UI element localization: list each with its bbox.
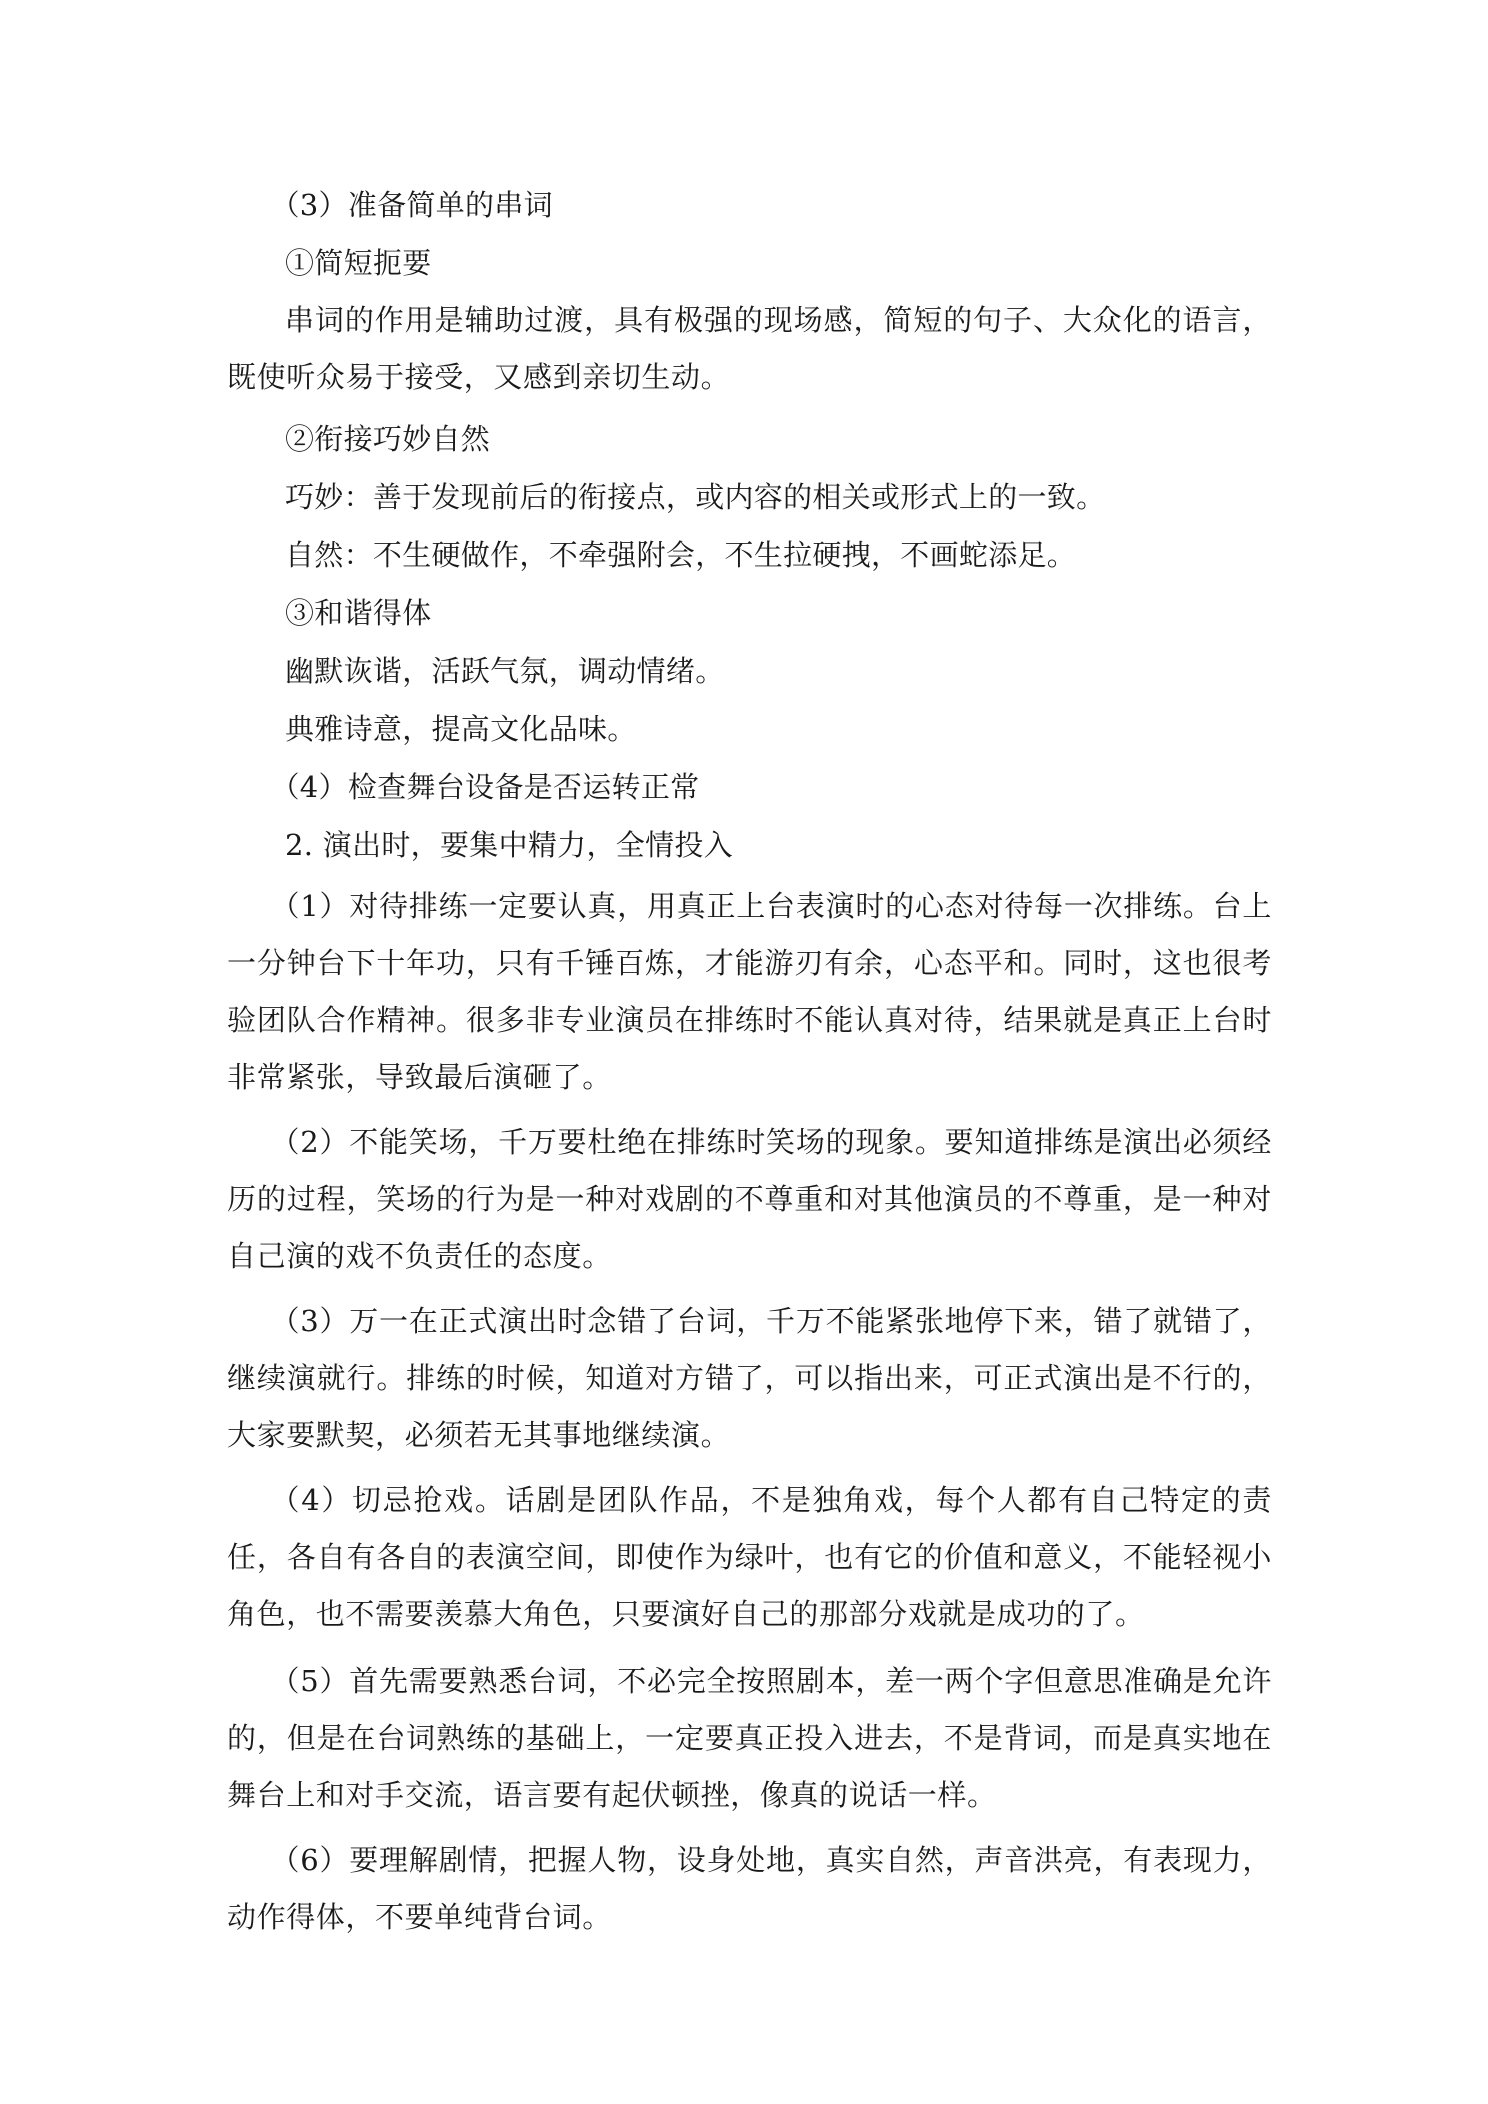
point-harmonious: ③和谐得体	[285, 596, 432, 630]
paragraph-no-laughing: （2）不能笑场，千万要杜绝在排练时笑场的现象。要知道排练是演出必须经历的过程，笑场的行为是一种对戏剧的不尊重和对其他演员的不尊重，是一种对自己演的戏不负责任的态度。	[227, 1125, 1272, 1273]
paragraph-natural: 自然：不生硬做作，不牵强附会，不生拉硬拽，不画蛇添足。	[285, 538, 1077, 572]
paragraph-linking-words-role: 串词的作用是辅助过渡，具有极强的现场感，简短的句子、大众化的语言，既使听众易于接受，又感到亲切生动。	[227, 303, 1272, 394]
point-concise: ①简短扼要	[285, 246, 432, 280]
document-page	[227, 176, 1272, 1946]
paragraph-clever: 巧妙：善于发现前后的衔接点，或内容的相关或形式上的一致。	[285, 480, 1106, 514]
paragraph-elegant: 典雅诗意，提高文化品味。	[285, 712, 637, 746]
point-smooth-transition: ②衔接巧妙自然	[285, 422, 491, 456]
paragraph-rehearse-seriously: （1）对待排练一定要认真，用真正上台表演时的心态对待每一次排练。台上一分钟台下十年功，只有千锤百炼，才能游刃有余，心态平和。同时，这也很考验团队合作精神。很多非专业演员在排练时不能认真对待，结果就是真正上台时非常紧张，导致最后演砸了。	[227, 889, 1272, 1094]
subheading-check-stage-equipment: （4）检查舞台设备是否运转正常	[270, 770, 700, 804]
paragraph-no-scene-stealing: （4）切忌抢戏。话剧是团队作品，不是独角戏，每个人都有自己特定的责任，各自有各自的表演空间，即使作为绿叶，也有它的价值和意义，不能轻视小角色，也不需要羡慕大角色，只要演好自己的那部分戏就是成功的了。	[227, 1483, 1272, 1631]
paragraph-know-lines: （5）首先需要熟悉台词，不必完全按照剧本，差一两个字但意思准确是允许的，但是在台词熟练的基础上，一定要真正投入进去，不是背词，而是真实地在舞台上和对手交流，语言要有起伏顿挫，像真的说话一样。	[227, 1664, 1272, 1812]
paragraph-understand-plot: （6）要理解剧情，把握人物，设身处地，真实自然，声音洪亮，有表现力，动作得体，不要单纯背台词。	[227, 1843, 1272, 1934]
section-heading-performance: 2. 演出时，要集中精力，全情投入	[285, 828, 733, 862]
subheading-prepare-linking-words: （3）准备简单的串词	[270, 188, 553, 222]
paragraph-forgot-lines: （3）万一在正式演出时念错了台词，千万不能紧张地停下来，错了就错了，继续演就行。排练的时候，知道对方错了，可以指出来，可正式演出是不行的，大家要默契，必须若无其事地继续演。	[227, 1304, 1272, 1452]
paragraph-humorous: 幽默诙谐，活跃气氛，调动情绪。	[285, 654, 725, 688]
